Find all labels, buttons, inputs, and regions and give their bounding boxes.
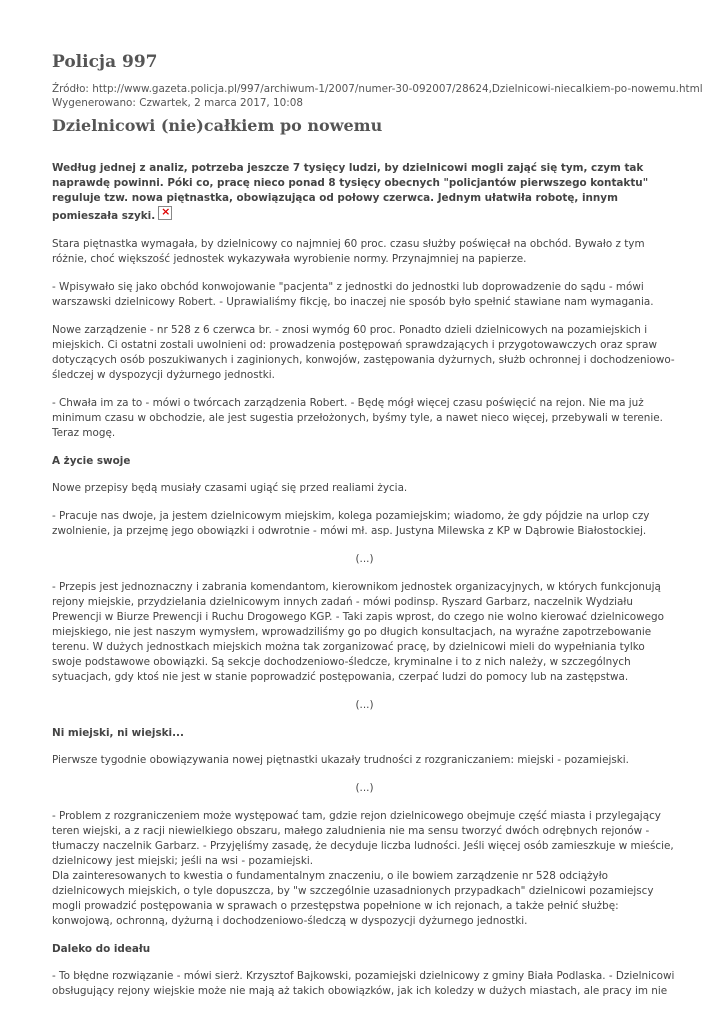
section-heading: A życie swoje xyxy=(52,455,131,467)
paragraph: - Przepis jest jednoznaczny i zabrania komendantom, kierownikom jednostek organizacyjnych, w których funkcjonują rejony miejskie, przydzielania dzielnicowym innych zadań - mówi podinsp. Ryszard Garbarz, naczelnik Wydziału Prewencji w Biurze Prewencji i Ruchu Drogowego KGP. - Taki zapis wprost, do czego nie wolno kierować dzielnicowego miejskiego, nie jest naszym wymysłem, wprowadziliśmy go po długich konsultacjach, na wyraźne zapotrzebowanie terenu. W dużych jednostkach miejskich można tak zorganizować pracę, by dzielnicowi mieli do wypełniania tylko swoje podstawowe obowiązki. Są sekcje dochodzeniowo-śledcze, kryminalne i to z nich należy, w szczególnych sytuacjach, gdy ktoś nie jest w stanie poprowadzić postępowania, czerpać ludzi do pomocy lub na zastępstwa. xyxy=(52,581,664,683)
section-heading: Ni miejski, ni wiejski... xyxy=(52,727,184,739)
meta-info xyxy=(52,83,703,110)
section-heading: Daleko do ideału xyxy=(52,943,151,955)
ellipsis: (...) xyxy=(355,782,374,794)
paragraph: Nowe zarządzenie - nr 528 z 6 czerwca br. - znosi wymóg 60 proc. Ponadto dzieli dzielnicowych na pozamiejskich i miejskich. Ci ostatni zostali uwolnieni od: prowadzenia postępowań sprawdzających i przygotowawczych oraz spraw dotyczących osób poszukiwanych i zaginionych, konwojów, zastępowania dyżurnych, służb ochronnej i dochodzeniowo-śledczej w dyspozycji dyżurnego jednostki. xyxy=(52,324,675,381)
source-url[interactable]: Źródło: http://www.gazeta.policja.pl/997/archiwum-1/2007/numer-30-092007/28624,Dzielnicowi-niecalkiem-po-nowemu.html xyxy=(52,83,703,95)
paragraph: Pierwsze tygodnie obowiązywania nowej piętnastki ukazały trudności z rozgraniczaniem: miejski - pozamiejski. xyxy=(52,754,629,766)
article-body xyxy=(52,161,677,1012)
lead-text: Według jednej z analiz, potrzeba jeszcze 7 tysięcy ludzi, by dzielnicowi mogli zająć się tym, czym tak naprawdę powinni. Póki co, pracę nieco ponad 8 tysięcy obecnych "policjantów pierwszego kontaktu" reguluje tzw. nowa piętnastka, obowiązująca od połowy czerwca. Jednym ułatwiła robotę, innym pomieszała szyki. xyxy=(52,162,649,222)
article-lead xyxy=(52,161,677,224)
site-title: Policja 997 xyxy=(52,52,158,72)
paragraph xyxy=(52,809,677,929)
paragraph: - To błędne rozwiązanie - mówi sierż. Krzysztof Bajkowski, pozamiejski dzielnicowy z gminy Biała Podlaska. - Dzielnicowi obsługujący rejony wiejskie może nie mają aż takich obowiązków, jak ich koledzy w dużych miastach, ale pracy im nie xyxy=(52,970,675,997)
ellipsis: (...) xyxy=(355,553,374,565)
broken-image-icon xyxy=(158,206,172,220)
article-title: Dzielnicowi (nie)całkiem po nowemu xyxy=(52,116,383,135)
paragraph-part: Dla zainteresowanych to kwestia o fundamentalnym znaczeniu, o ile bowiem zarządzenie nr 528 odciążyło dzielnicowych miejskich, o tyle dopuszcza, by "w szczególnie uzasadnionych przypadkach" dzielnicowi pozamiejscy mogli prowadzić postępowania w sprawach o przestępstwa popełnione w ich rejonach, a także pełnić służbę: konwojową, ochronną, dyżurną i dochodzeniowo-śledczą w dyspozycji dyżurnego jednostki. xyxy=(52,870,654,927)
paragraph: Nowe przepisy będą musiały czasami ugiąć się przed realiami życia. xyxy=(52,482,408,494)
paragraph-part: - Problem z rozgraniczeniem może występować tam, gdzie rejon dzielnicowego obejmuje część miasta i przylegający teren wiejski, a z racji niewielkiego obszaru, małego zaludnienia nie ma sensu tworzyć dwóch odrębnych rejonów - tłumaczy naczelnik Garbarz. - Przyjęliśmy zasadę, że decyduje liczba ludności. Jeśli więcej osób zamieszkuje w mieście, dzielnicowy jest miejski; jeśli na wsi - pozamiejski. xyxy=(52,810,674,867)
ellipsis: (...) xyxy=(355,699,374,711)
paragraph: - Wpisywało się jako obchód konwojowanie "pacjenta" z jednostki do jednostki lub doprowadzenie do sądu - mówi warszawski dzielnicowy Robert. - Uprawialiśmy fikcję, bo inaczej nie sposób było spełnić stawiane nam wymagania. xyxy=(52,281,654,308)
paragraph: - Chwała im za to - mówi o twórcach zarządzenia Robert. - Będę mógł więcej czasu poświęcić na rejon. Nie ma już minimum czasu w obchodzie, ale jest sugestia przełożonych, byśmy tyle, a nawet nieco więcej, przebywali w terenie. Teraz mogę. xyxy=(52,397,663,439)
paragraph: - Pracuje nas dwoje, ja jestem dzielnicowym miejskim, kolega pozamiejskim; wiadomo, że gdy pójdzie na urlop czy zwolnienie, ja przejmę jego obowiązki i odwrotnie - mówi mł. asp. Justyna Milewska z KP w Dąbrowie Białostockiej. xyxy=(52,510,650,537)
paragraph: Stara piętnastka wymagała, by dzielnicowy co najmniej 60 proc. czasu służby poświęcał na obchód. Bywało z tym różnie, choć większość jednostek wykazywała wyrobienie normy. Przynajmniej na papierze. xyxy=(52,238,645,265)
generated-date: Wygenerowano: Czwartek, 2 marca 2017, 10:08 xyxy=(52,96,303,109)
